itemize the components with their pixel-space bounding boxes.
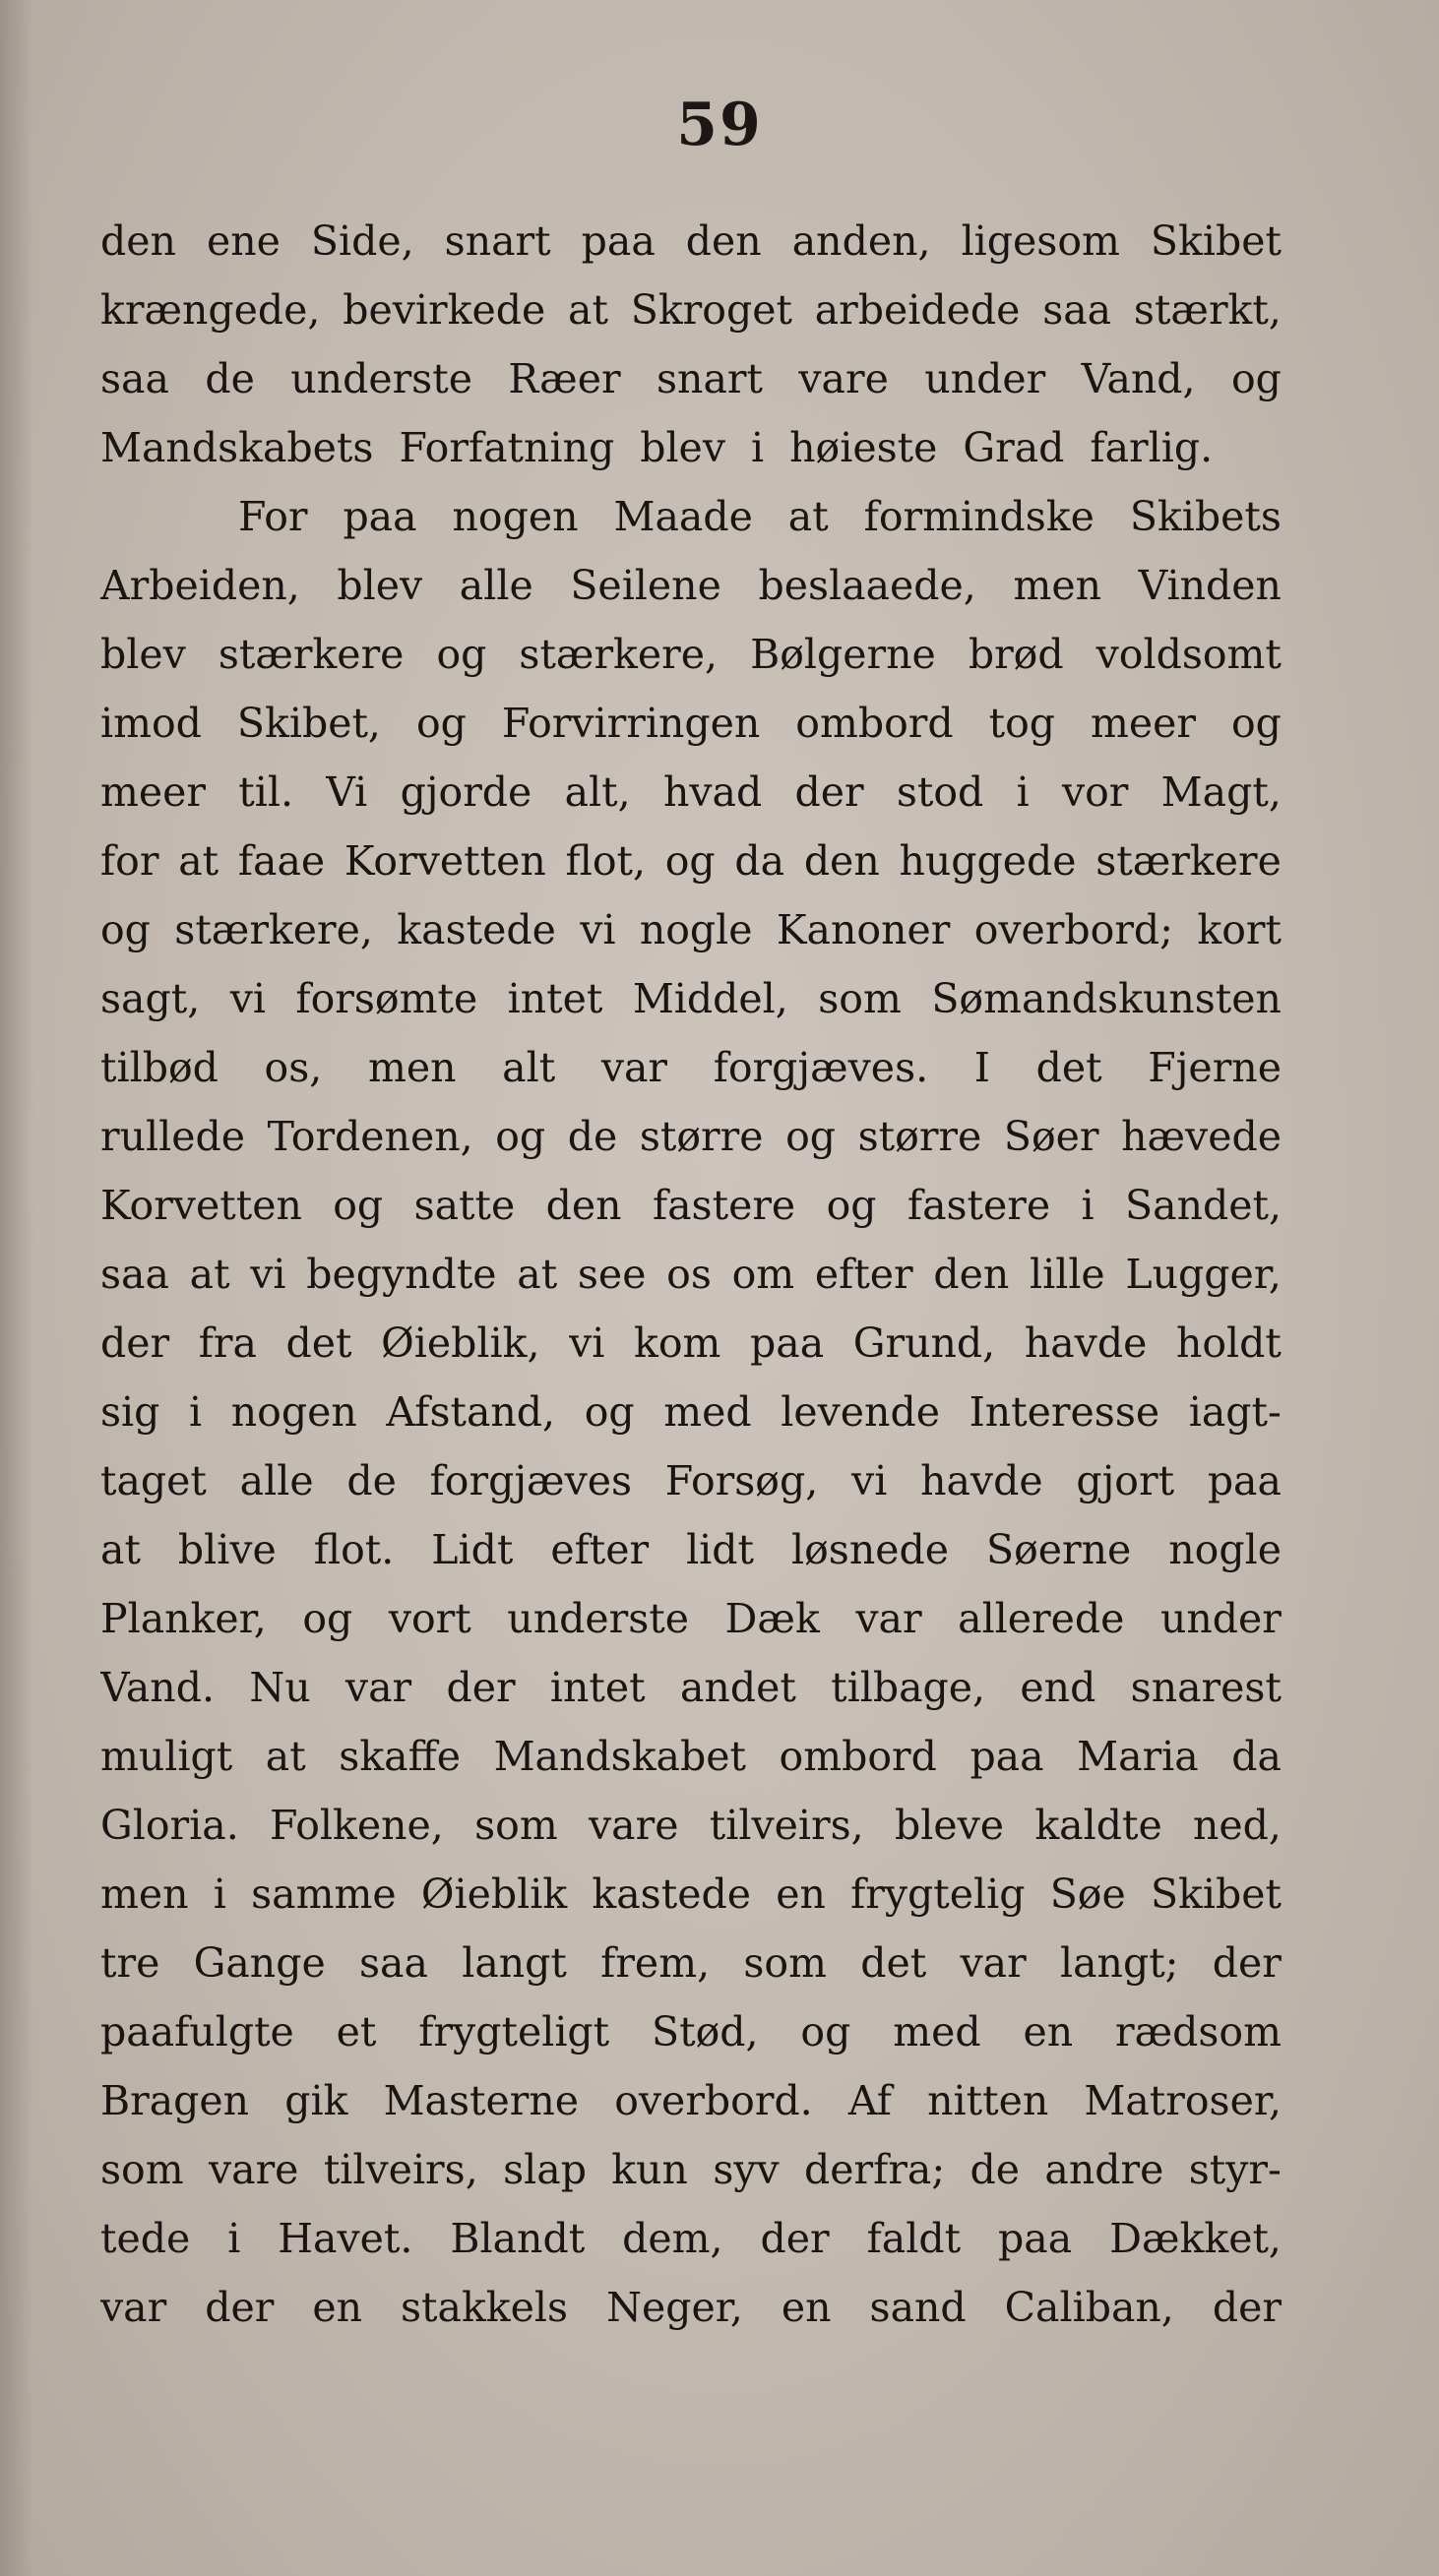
text-line-22: Vand. Nu var der intet andet tilbage, end snarest <box>100 1664 1282 1711</box>
text-line-27: paafulgte et frygteligt Stød, og med en rædsom <box>100 2008 1282 2055</box>
text-line-3: saa de underste Ræer snart vare under Vand, og <box>100 355 1282 402</box>
text-line-25: men i samme Øieblik kastede en frygtelig Søe Skibet <box>100 1871 1282 1918</box>
text-line-10: for at faae Korvetten flot, og da den huggede stærkere <box>100 837 1282 885</box>
text-line-15: Korvetten og satte den fastere og fastere i Sandet, <box>100 1182 1282 1229</box>
text-line-30: tede i Havet. Blandt dem, der faldt paa Dækket, <box>100 2215 1282 2262</box>
page-number: 59 <box>676 91 763 159</box>
text-line-29: som vare tilveirs, slap kun syv derfra; de andre styr- <box>100 2146 1282 2193</box>
text-line-7: blev stærkere og stærkere, Bølgerne brød voldsomt <box>100 631 1282 678</box>
text-line-13: tilbød os, men alt var forgjæves. I det Fjerne <box>100 1044 1282 1091</box>
text-line-16: saa at vi begyndte at see os om efter den lille Lugger, <box>100 1251 1282 1298</box>
text-line-12: sagt, vi forsømte intet Middel, som Sømandskunsten <box>100 975 1282 1022</box>
text-line-18: sig i nogen Afstand, og med levende Interesse iagt- <box>100 1388 1282 1436</box>
text-line-26: tre Gange saa langt frem, som det var langt; der <box>100 1939 1282 1987</box>
text-line-31: var der en stakkels Neger, en sand Caliban, der <box>100 2284 1282 2331</box>
text-line-21: Planker, og vort underste Dæk var allerede under <box>100 1595 1282 1642</box>
text-line-11: og stærkere, kastede vi nogle Kanoner overbord; kort <box>100 906 1282 953</box>
text-line-14: rullede Tordenen, og de større og større Søer hævede <box>100 1113 1282 1160</box>
text-line-5: For paa nogen Maade at formindske Skibets <box>238 493 1282 540</box>
body-text <box>100 207 1282 2342</box>
text-line-2: krængede, bevirkede at Skroget arbeidede saa stærkt, <box>100 286 1282 334</box>
text-line-24: Gloria. Folkene, som vare tilveirs, bleve kaldte ned, <box>100 1802 1282 1849</box>
text-line-23: muligt at skaffe Mandskabet ombord paa Maria da <box>100 1733 1282 1780</box>
text-line-17: der fra det Øieblik, vi kom paa Grund, havde holdt <box>100 1319 1282 1367</box>
text-line-19: taget alle de forgjæves Forsøg, vi havde gjort paa <box>100 1457 1282 1504</box>
text-line-9: meer til. Vi gjorde alt, hvad der stod i vor Magt, <box>100 768 1282 816</box>
text-line-1: den ene Side, snart paa den anden, ligesom Skibet <box>100 217 1282 265</box>
text-line-4: Mandskabets Forfatning blev i høieste Grad farlig. <box>100 424 1214 471</box>
text-line-6: Arbeiden, blev alle Seilene beslaaede, men Vinden <box>100 562 1282 609</box>
text-line-20: at blive flot. Lidt efter lidt løsnede Søerne nogle <box>100 1526 1282 1573</box>
text-line-8: imod Skibet, og Forvirringen ombord tog meer og <box>100 700 1282 747</box>
text-line-28: Bragen gik Masterne overbord. Af nitten Matroser, <box>100 2077 1282 2124</box>
